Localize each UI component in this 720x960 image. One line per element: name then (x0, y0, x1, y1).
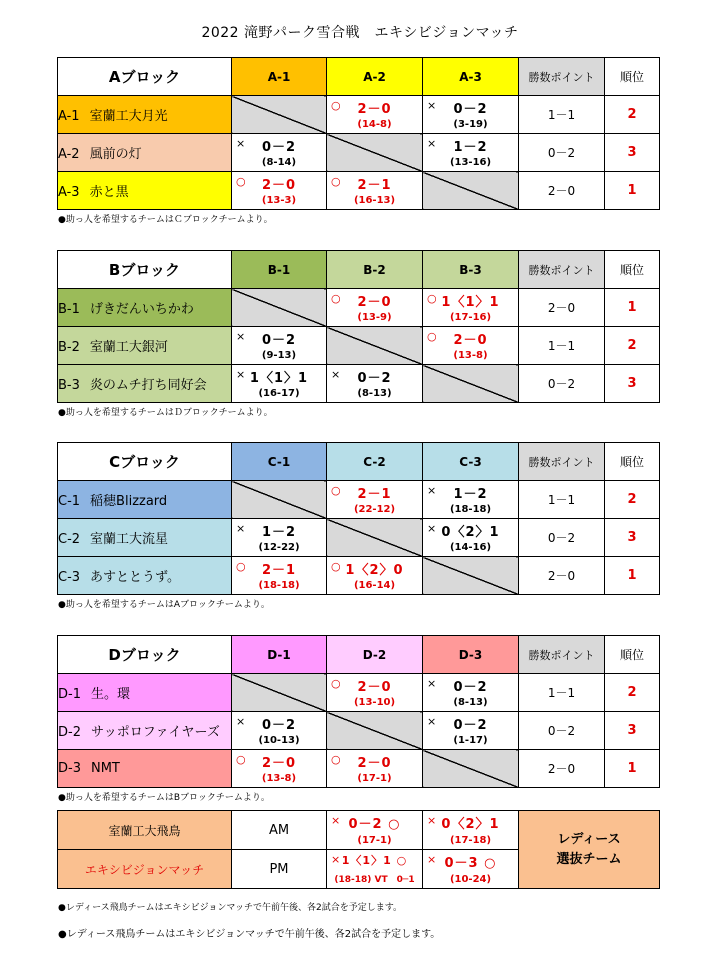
win-points: 1－1 (519, 96, 605, 134)
self-match-cell (423, 750, 519, 788)
result-detail: (3-19) (453, 119, 488, 130)
match-result-cell (232, 172, 327, 210)
match-result-cell (423, 289, 519, 327)
rank: 2 (605, 674, 660, 712)
rank-header: 順位 (605, 58, 660, 96)
result-score: 1〈1〉1 ○ (341, 854, 408, 867)
result-score: 0－2 (261, 140, 297, 155)
exhibition-pm-result-2 (423, 850, 519, 889)
result-score: 1〈2〉0 (345, 563, 404, 578)
result-detail: (8-13) (357, 388, 392, 399)
result-detail: (18-18) (258, 580, 300, 591)
team-name: 風前の灯 (89, 147, 142, 162)
result-mark: × (236, 137, 246, 150)
match-result-cell (232, 519, 327, 557)
result-detail: (14-8) (357, 119, 392, 130)
team-name-cell (58, 96, 232, 134)
footer-note-2: ●レディース飛鳥チームはエキシビジョンマッチで午前午後、各2試合を予定します。 (58, 929, 441, 940)
result-score: 1－2 (453, 140, 488, 155)
result-score: 0－2 (261, 333, 297, 348)
result-score: 0〈2〉1 (441, 525, 500, 540)
exhibition-team-name: 室蘭工大飛鳥 (58, 811, 232, 850)
result-score: 0－2 (261, 718, 297, 733)
exhibition-pm-result-1 (327, 850, 423, 889)
result-score: 0－2 (453, 680, 488, 695)
result-detail: (10-13) (258, 735, 300, 746)
self-match-cell (232, 481, 327, 519)
team-name: 炎のムチ打ち同好会 (89, 378, 207, 393)
page-title: 2022 滝野パーク雪合戦 エキシビジョンマッチ (201, 25, 519, 41)
result-mark: × (331, 853, 341, 866)
team-code: A-1 (58, 109, 80, 124)
team-row (58, 327, 660, 365)
result-score: 1－2 (453, 487, 488, 502)
rank-header: 順位 (605, 636, 660, 674)
column-header: D-1 (232, 636, 327, 674)
result-score: 2－0 (357, 756, 392, 771)
result-mark: ○ (331, 99, 341, 112)
record-header: 勝数ポイント (519, 58, 605, 96)
win-points: 1－1 (519, 481, 605, 519)
match-result-cell (327, 96, 423, 134)
rank: 1 (605, 172, 660, 210)
self-match-cell (327, 327, 423, 365)
result-mark: ○ (331, 175, 341, 188)
self-match-cell (232, 674, 327, 712)
team-name: 室蘭工大流星 (90, 532, 169, 547)
match-result-cell (327, 365, 423, 403)
block-note: ●助っ人を希望するチームはAブロックチームより。 (58, 600, 270, 610)
team-name: 室蘭工大銀河 (89, 340, 168, 355)
self-match-cell (327, 712, 423, 750)
rank: 2 (605, 481, 660, 519)
column-header: A-1 (232, 58, 327, 96)
result-mark: × (427, 522, 437, 535)
result-score: 2－1 (357, 178, 392, 193)
team-code: B-1 (58, 302, 80, 317)
column-header: D-3 (423, 636, 519, 674)
result-detail: (13-9) (357, 312, 392, 323)
team-name: NMT (90, 761, 120, 776)
match-result-cell (232, 134, 327, 172)
match-result-cell (423, 481, 519, 519)
match-result-cell (423, 712, 519, 750)
result-mark: × (331, 368, 341, 381)
block-name: Aブロック (58, 58, 232, 96)
result-mark: × (236, 715, 246, 728)
result-score: 1－2 (261, 525, 297, 540)
team-name-cell (58, 365, 232, 403)
column-header: C-1 (232, 443, 327, 481)
result-mark: ○ (427, 292, 437, 305)
exhibition-am-label: AM (232, 811, 327, 850)
result-detail: (18-18) VT 0─1 (334, 875, 415, 885)
column-header: A-3 (423, 58, 519, 96)
result-mark: × (236, 368, 246, 381)
win-points: 2－0 (519, 172, 605, 210)
match-result-cell (232, 557, 327, 595)
team-code: A-2 (58, 147, 80, 162)
self-match-cell (423, 365, 519, 403)
result-mark: × (427, 715, 437, 728)
team-name-cell (58, 519, 232, 557)
block-table (57, 250, 660, 403)
result-mark: ○ (331, 677, 341, 690)
block-note: ●助っ人を希望するチームはＤブロックチームより。 (58, 408, 273, 418)
team-code: D-3 (58, 761, 81, 776)
result-detail: (17-18) (449, 835, 492, 846)
rank: 2 (605, 96, 660, 134)
team-name-cell (58, 557, 232, 595)
result-detail: (13-8) (261, 773, 297, 784)
win-points: 0－2 (519, 712, 605, 750)
win-points: 1－1 (519, 327, 605, 365)
result-detail: (8-14) (261, 157, 297, 168)
result-mark: × (427, 853, 437, 866)
result-detail: (10-24) (449, 874, 492, 885)
team-row (58, 289, 660, 327)
block-name: Bブロック (58, 251, 232, 289)
column-header: C-3 (423, 443, 519, 481)
self-match-cell (423, 172, 519, 210)
rank: 1 (605, 750, 660, 788)
result-score: 0－2 (357, 371, 392, 386)
win-points: 0－2 (519, 365, 605, 403)
exhibition-am-result-2 (423, 811, 519, 850)
team-row (58, 750, 660, 788)
result-detail: (13-16) (449, 157, 492, 168)
result-mark: × (427, 814, 437, 827)
team-row (58, 365, 660, 403)
column-header: B-1 (232, 251, 327, 289)
exhibition-opponent: レディース 選抜チーム (519, 811, 660, 889)
result-mark: ○ (331, 560, 341, 573)
rank: 3 (605, 519, 660, 557)
block-note: ●助っ人を希望するチームはBブロックチームより。 (58, 793, 270, 803)
result-score: 1〈1〉1 (249, 371, 309, 386)
rank-header: 順位 (605, 443, 660, 481)
rank: 3 (605, 134, 660, 172)
match-result-cell (423, 327, 519, 365)
column-header: A-2 (327, 58, 423, 96)
result-score: 0〈2〉1 (441, 817, 500, 832)
block-note: ●助っ人を希望するチームはＣブロックチームより。 (58, 215, 273, 225)
result-score: 0－2 ○ (348, 817, 401, 832)
result-score: 2－0 (453, 333, 488, 348)
rank: 3 (605, 365, 660, 403)
column-header: B-2 (327, 251, 423, 289)
result-detail: (9-13) (261, 350, 297, 361)
result-mark: × (236, 330, 246, 343)
team-name-cell (58, 712, 232, 750)
team-row (58, 134, 660, 172)
result-mark: ○ (331, 753, 341, 766)
match-result-cell (423, 519, 519, 557)
self-match-cell (327, 134, 423, 172)
result-detail: (17-1) (357, 835, 392, 846)
match-result-cell (423, 134, 519, 172)
exhibition-am-result-1 (327, 811, 423, 850)
team-name: げきだんいちかわ (89, 302, 194, 317)
result-score: 0－3 ○ (444, 856, 497, 871)
self-match-cell (232, 96, 327, 134)
rank: 1 (605, 557, 660, 595)
rank: 1 (605, 289, 660, 327)
result-mark: ○ (331, 484, 341, 497)
rank: 2 (605, 327, 660, 365)
record-header: 勝数ポイント (519, 251, 605, 289)
column-header: B-3 (423, 251, 519, 289)
result-score: 2－0 (357, 295, 392, 310)
team-name-cell (58, 674, 232, 712)
block-table (57, 57, 660, 210)
match-result-cell (327, 481, 423, 519)
self-match-cell (327, 519, 423, 557)
result-detail: (13-3) (261, 195, 297, 206)
result-detail: (16-17) (258, 388, 300, 399)
team-row (58, 481, 660, 519)
result-detail: (17-1) (357, 773, 392, 784)
block-table (57, 442, 660, 595)
match-result-cell (232, 750, 327, 788)
result-mark: ○ (331, 292, 341, 305)
footer-note-1: ●レディース飛鳥チームはエキシビジョンマッチで午前午後、各2試合を予定します。 (58, 903, 403, 913)
match-result-cell (232, 365, 327, 403)
win-points: 2－0 (519, 557, 605, 595)
team-code: A-3 (58, 185, 80, 200)
result-detail: (8-13) (453, 697, 488, 708)
team-name: 赤と黒 (89, 185, 129, 200)
match-result-cell (327, 172, 423, 210)
rank: 3 (605, 712, 660, 750)
result-score: 1〈1〉1 (441, 295, 500, 310)
team-code: D-1 (58, 687, 81, 702)
record-header: 勝数ポイント (519, 443, 605, 481)
column-header: D-2 (327, 636, 423, 674)
result-detail: (16-14) (353, 580, 396, 591)
result-detail: (13-8) (453, 350, 488, 361)
match-result-cell (327, 557, 423, 595)
team-code: C-2 (58, 532, 81, 547)
match-result-cell (423, 96, 519, 134)
exhibition-match-label: エキシビジョンマッチ (58, 850, 232, 889)
self-match-cell (232, 289, 327, 327)
team-code: C-3 (58, 570, 81, 585)
team-row (58, 96, 660, 134)
team-code: B-3 (58, 378, 80, 393)
result-mark: × (236, 522, 246, 535)
team-name: あすととうず。 (90, 570, 181, 585)
block-table (57, 635, 660, 788)
result-score: 0－2 (453, 718, 488, 733)
exhibition-table (57, 810, 660, 889)
match-result-cell (327, 750, 423, 788)
self-match-cell (423, 557, 519, 595)
result-score: 2－0 (261, 756, 297, 771)
team-name: 室蘭工大月光 (89, 109, 168, 124)
team-name-cell (58, 289, 232, 327)
team-row (58, 557, 660, 595)
result-mark: × (427, 137, 437, 150)
team-code: C-1 (58, 494, 81, 509)
team-row (58, 519, 660, 557)
win-points: 2－0 (519, 289, 605, 327)
result-mark: ○ (236, 175, 246, 188)
team-name: 稲穂Blizzard (90, 494, 168, 509)
team-name: 生。環 (90, 687, 130, 702)
result-detail: (1-17) (453, 735, 488, 746)
result-mark: ○ (236, 753, 246, 766)
result-detail: (22-12) (353, 504, 396, 515)
win-points: 1－1 (519, 674, 605, 712)
column-header: C-2 (327, 443, 423, 481)
win-points: 0－2 (519, 519, 605, 557)
result-mark: × (427, 99, 437, 112)
team-code: D-2 (58, 725, 81, 740)
team-name-cell (58, 327, 232, 365)
result-detail: (12-22) (258, 542, 300, 553)
result-detail: (16-13) (353, 195, 396, 206)
match-result-cell (232, 327, 327, 365)
team-row (58, 172, 660, 210)
result-score: 0－2 (453, 102, 488, 117)
team-name: サッポロファイヤーズ (90, 725, 220, 740)
team-row (58, 712, 660, 750)
result-mark: × (331, 814, 341, 827)
block-name: Dブロック (58, 636, 232, 674)
result-detail: (18-18) (449, 504, 492, 515)
team-name-cell (58, 172, 232, 210)
result-mark: × (427, 484, 437, 497)
result-detail: (14-16) (449, 542, 492, 553)
result-mark: × (427, 677, 437, 690)
team-code: B-2 (58, 340, 80, 355)
rank-header: 順位 (605, 251, 660, 289)
match-result-cell (327, 674, 423, 712)
win-points: 0－2 (519, 134, 605, 172)
match-result-cell (327, 289, 423, 327)
result-score: 2－0 (357, 102, 392, 117)
exhibition-pm-label: PM (232, 850, 327, 889)
result-score: 2－1 (357, 487, 392, 502)
team-name-cell (58, 481, 232, 519)
result-score: 2－0 (261, 178, 297, 193)
result-mark: ○ (427, 330, 437, 343)
block-name: Cブロック (58, 443, 232, 481)
team-row (58, 674, 660, 712)
result-score: 2－0 (357, 680, 392, 695)
result-mark: ○ (236, 560, 246, 573)
match-result-cell (423, 674, 519, 712)
result-detail: (13-10) (353, 697, 396, 708)
team-name-cell (58, 134, 232, 172)
result-detail: (17-16) (449, 312, 492, 323)
team-name-cell (58, 750, 232, 788)
record-header: 勝数ポイント (519, 636, 605, 674)
match-result-cell (232, 712, 327, 750)
win-points: 2－0 (519, 750, 605, 788)
result-score: 2－1 (261, 563, 297, 578)
